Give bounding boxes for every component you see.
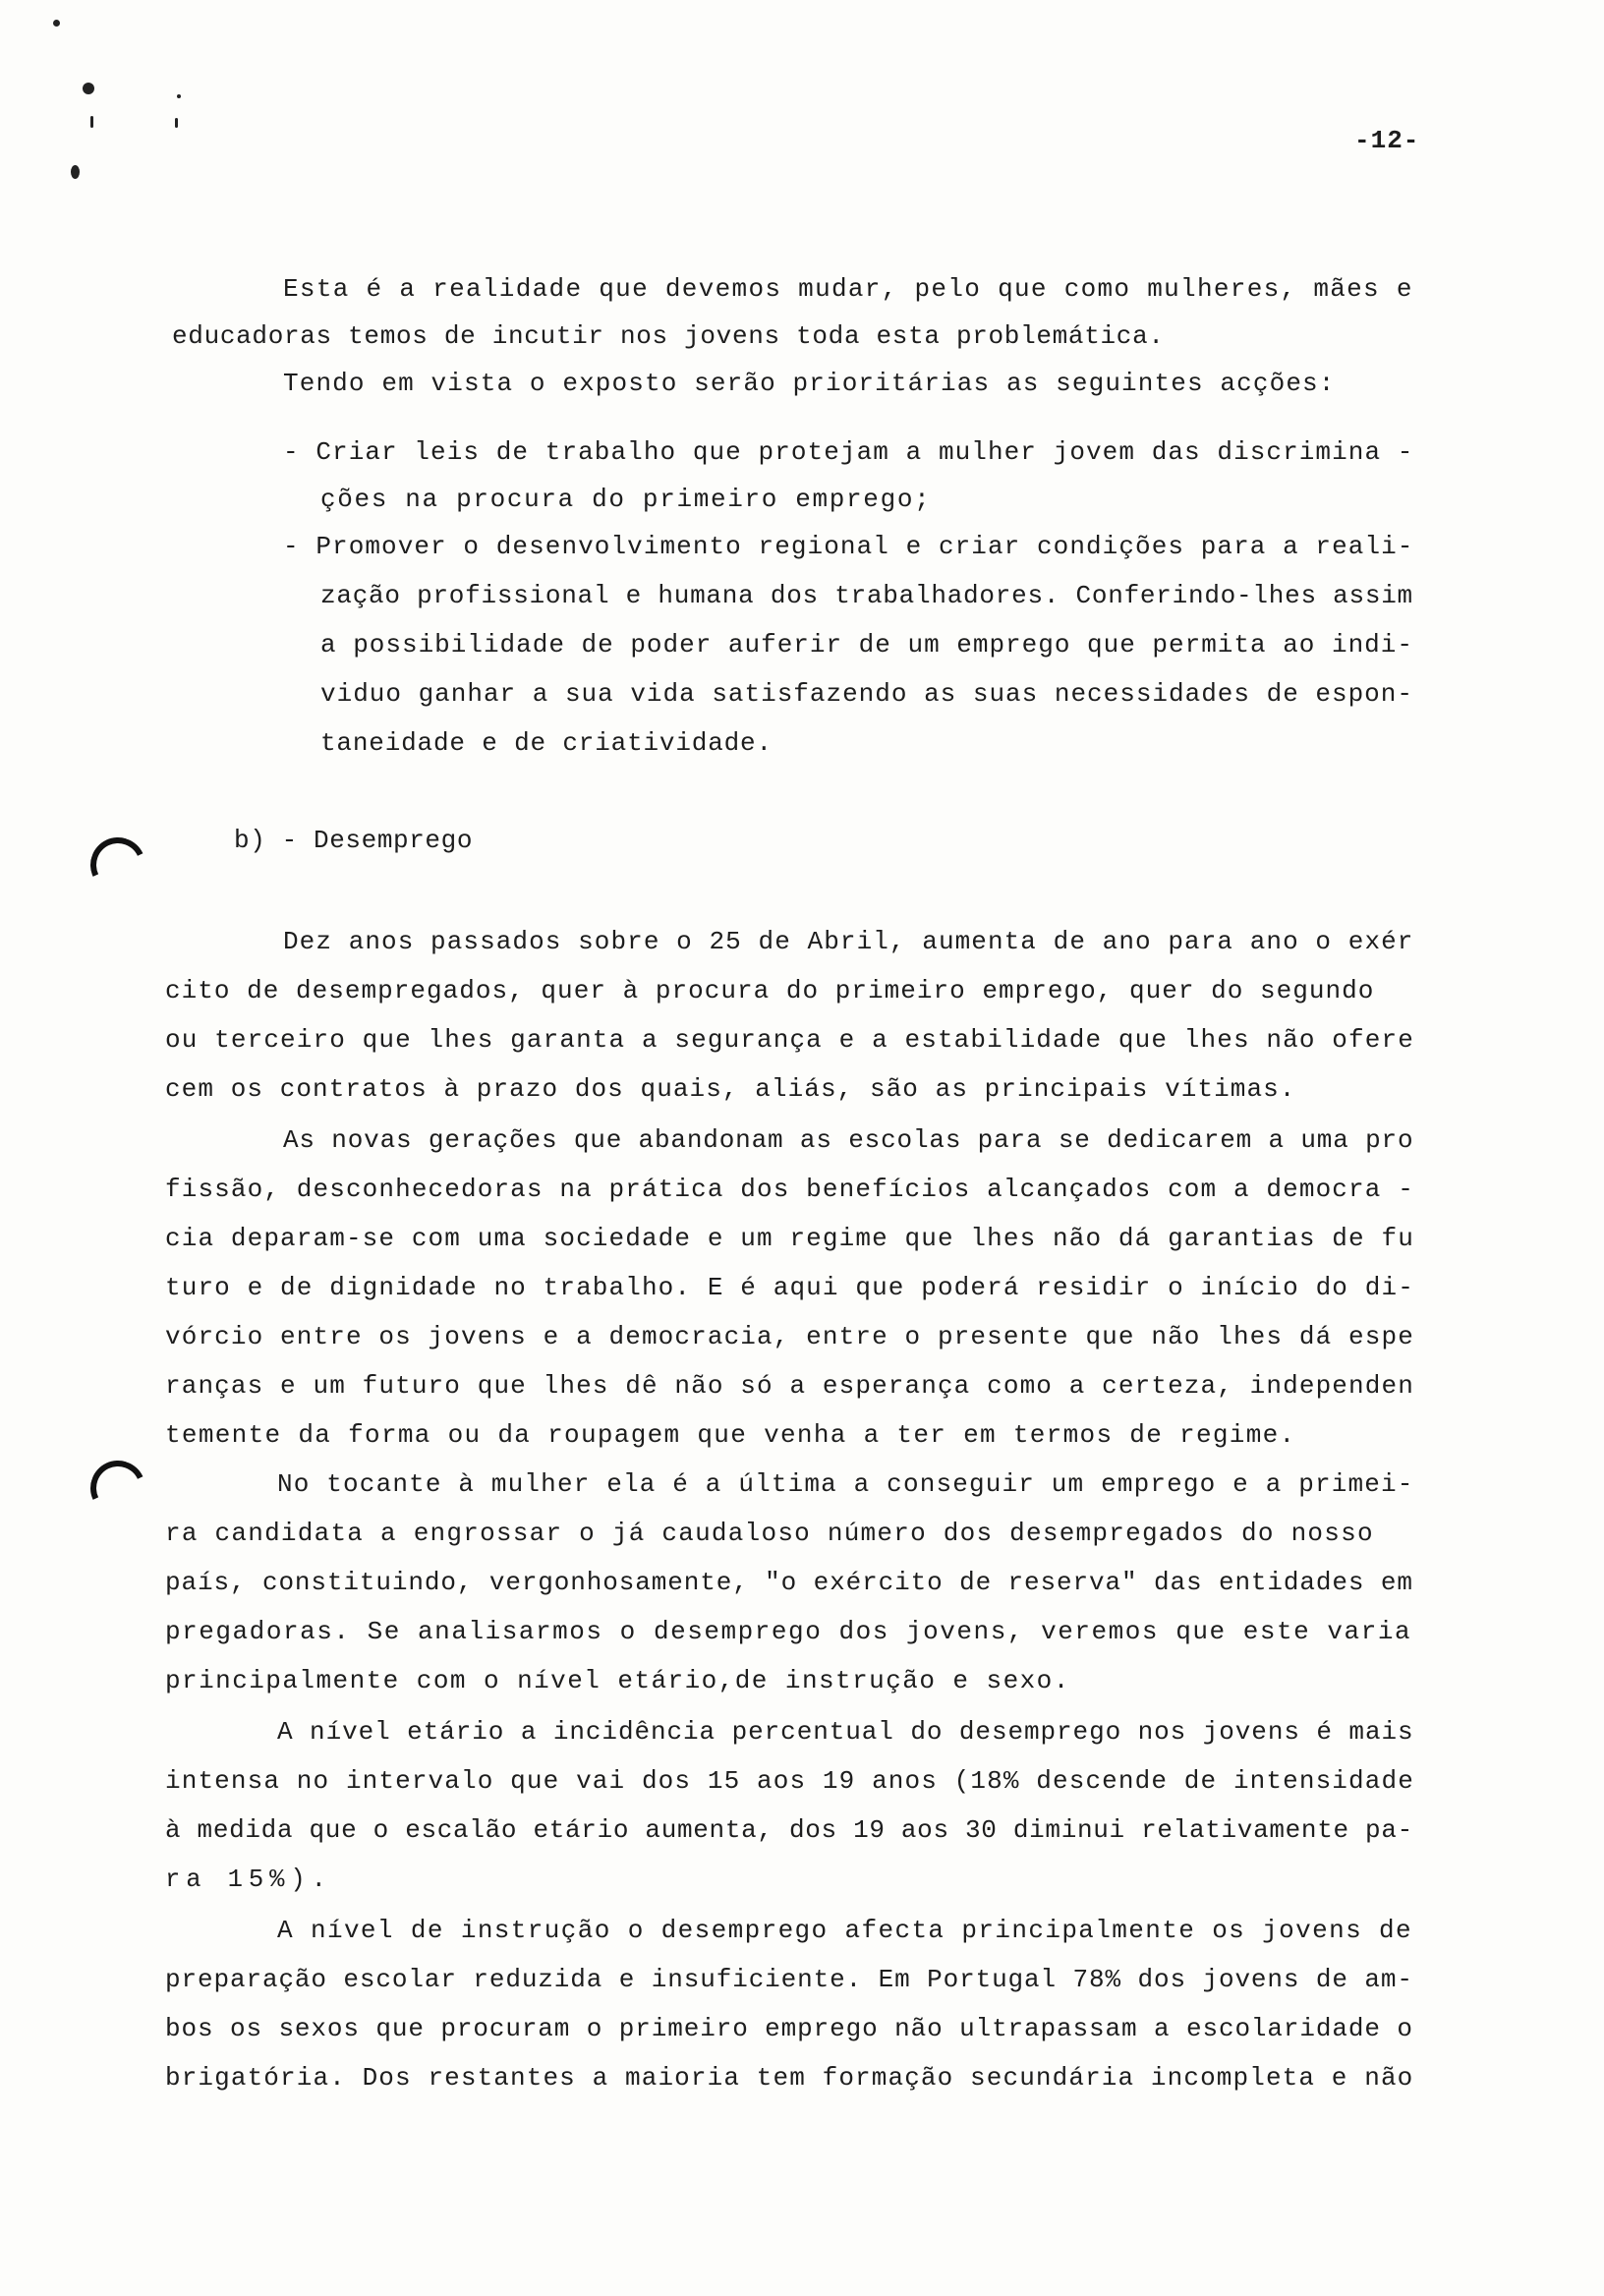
text-line: temente da forma ou da roupagem que venha a ter em termos de regime. [165, 1420, 1296, 1450]
text-line: bos os sexos que procuram o primeiro emprego não ultrapassam a escolaridade o [165, 2014, 1413, 2043]
text-line: à medida que o escalão etário aumenta, dos 19 aos 30 diminui relativamente pa- [165, 1815, 1413, 1845]
punch-hole-mark [83, 1453, 153, 1523]
text-line: Dez anos passados sobre o 25 de Abril, aumenta de ano para ano o exér [283, 927, 1414, 956]
text-line: ra 15%). [165, 1865, 332, 1894]
text-line: viduo ganhar a sua vida satisfazendo as suas necessidades de espon- [320, 679, 1413, 709]
text-line: Tendo em vista o exposto serão prioritárias as seguintes acções: [283, 369, 1336, 398]
text-line: turo e de dignidade no trabalho. E é aqui que poderá residir o início do di- [165, 1273, 1414, 1302]
text-line: educadoras temos de incutir nos jovens toda esta problemática. [172, 321, 1165, 351]
text-line: pregadoras. Se analisarmos o desemprego dos jovens, veremos que este varia [165, 1617, 1412, 1646]
text-line: A nível etário a incidência percentual do desemprego nos jovens é mais [277, 1717, 1414, 1747]
page-number: -12- [1354, 126, 1420, 155]
section-heading: b) - Desemprego [234, 826, 474, 855]
scan-speck [177, 94, 181, 98]
scan-speck [90, 116, 93, 128]
scan-speck [175, 118, 178, 128]
text-line: zação profissional e humana dos trabalhadores. Conferindo-lhes assim [320, 581, 1413, 610]
text-line: intensa no intervalo que vai dos 15 aos 19 anos (18% descende de intensidade [165, 1766, 1414, 1796]
text-line: cia deparam-se com uma sociedade e um regime que lhes não dá garantias de fu [165, 1224, 1414, 1253]
text-line: A nível de instrução o desemprego afecta principalmente os jovens de [277, 1916, 1413, 1945]
text-line: - Promover o desenvolvimento regional e criar condições para a reali- [283, 532, 1414, 561]
scan-speck [83, 83, 94, 94]
text-line: ra candidata a engrossar o já caudaloso número dos desempregados do nosso [165, 1519, 1374, 1548]
text-line: - Criar leis de trabalho que protejam a mulher jovem das discrimina - [283, 437, 1414, 467]
scan-speck [71, 165, 80, 179]
text-line: taneidade e de criatividade. [320, 728, 773, 758]
text-line: As novas gerações que abandonam as escolas para se dedicarem a uma pro [283, 1125, 1414, 1155]
text-line: cito de desempregados, quer à procura do primeiro emprego, quer do segundo [165, 976, 1375, 1005]
text-line: ções na procura do primeiro emprego; [320, 485, 932, 514]
text-line: No tocante à mulher ela é a última a conseguir um emprego e a primei- [277, 1469, 1414, 1499]
text-line: ou terceiro que lhes garanta a segurança e a estabilidade que lhes não ofere [165, 1025, 1414, 1055]
punch-hole-mark [83, 830, 153, 900]
text-line: cem os contratos à prazo dos quais, aliás, são as principais vítimas. [165, 1074, 1296, 1104]
text-line: a possibilidade de poder auferir de um emprego que permita ao indi- [320, 630, 1413, 660]
text-line: vórcio entre os jovens e a democracia, entre o presente que não lhes dá espe [165, 1322, 1414, 1351]
text-line: ranças e um futuro que lhes dê não só a esperança como a certeza, independen [165, 1371, 1414, 1401]
text-line: principalmente com o nível etário,de instrução e sexo. [165, 1666, 1070, 1695]
text-line: brigatória. Dos restantes a maioria tem formação secundária incompleta e não [165, 2063, 1414, 2093]
text-line: fissão, desconhecedoras na prática dos benefícios alcançados com a democra - [165, 1175, 1414, 1204]
text-line: país, constituindo, vergonhosamente, "o exército de reserva" das entidades em [165, 1568, 1413, 1597]
scan-speck [53, 20, 60, 27]
text-line: preparação escolar reduzida e insuficiente. Em Portugal 78% dos jovens de am- [165, 1965, 1413, 1994]
text-line: Esta é a realidade que devemos mudar, pelo que como mulheres, mães e [283, 274, 1413, 304]
